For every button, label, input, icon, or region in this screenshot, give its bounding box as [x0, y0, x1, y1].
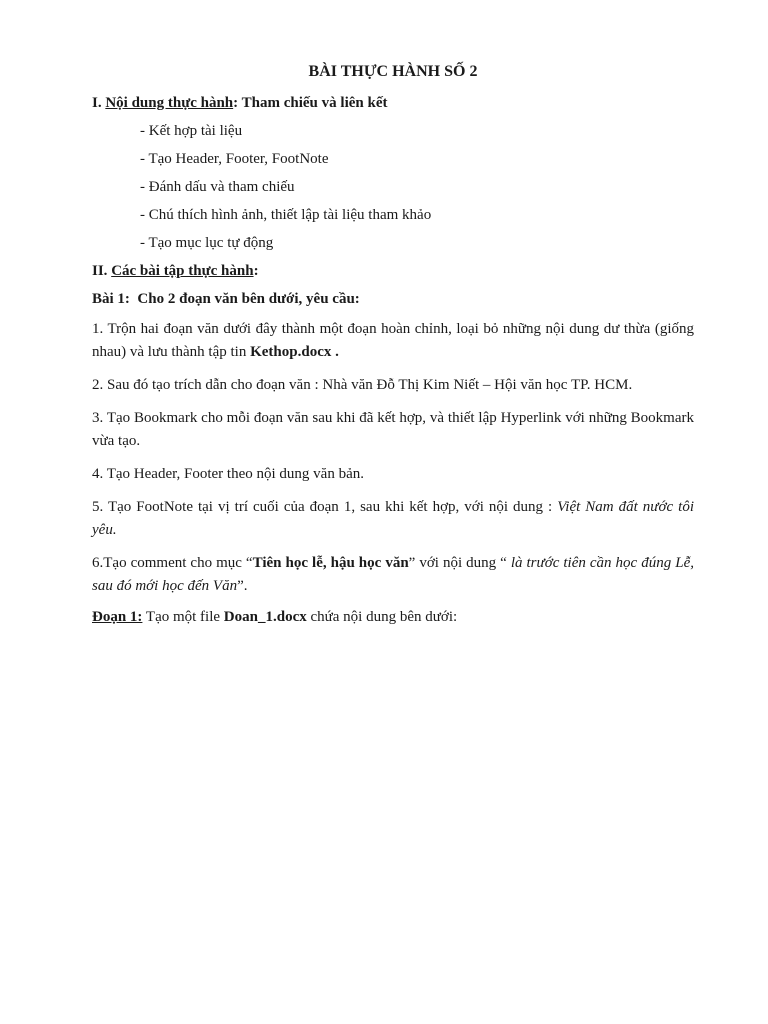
exercise-item-1	[92, 318, 694, 364]
exercise-1-heading	[92, 290, 694, 309]
exercise-1-label: Bài 1:	[92, 291, 130, 307]
item-6-comment-content: là trước tiên cần học đúng Lễ, sau đó mới học đến Văn	[92, 555, 694, 594]
paragraph-1-label: Đoạn 1:	[92, 609, 143, 625]
paragraph-1-text: Tạo một file	[142, 609, 224, 625]
bullet-item: - Kết hợp tài liệu	[140, 123, 243, 139]
item-1-text: 1. Trộn hai đoạn văn dưới đây thành một đoạn hoàn chỉnh, loại bỏ những nội dung dư thừa (giống nhau) và lưu thành tập tin	[92, 321, 694, 360]
exercise-item-4: 4. Tạo Header, Footer theo nội dung văn bản.	[92, 466, 364, 482]
item-6-end: ”.	[237, 578, 248, 594]
exercise-1-text: Cho 2 đoạn văn bên dưới, yêu cầu:	[129, 291, 360, 307]
section-2-title: Các bài tập thực hành	[111, 263, 254, 279]
section-1-title: Nội dung thực hành	[105, 95, 234, 111]
exercise-item-5	[92, 496, 694, 542]
exercise-item-3: 3. Tạo Bookmark cho mỗi đoạn văn sau khi đã kết hợp, và thiết lập Hyperlink với những Bookmark vừa tạo.	[92, 410, 694, 449]
item-1-filename: Kethop.docx .	[250, 344, 339, 360]
item-5-footnote-content: Việt Nam đất nước tôi yêu.	[92, 499, 694, 538]
document-page	[92, 62, 694, 636]
item-6-mid: ” với nội dung “	[408, 555, 511, 571]
section-1-subtitle: Tham chiếu và liên kết	[238, 95, 388, 111]
section-1-heading	[92, 94, 694, 113]
section-1-prefix: I.	[92, 95, 106, 111]
section-2-heading	[92, 262, 694, 281]
section-1-colon: :	[233, 95, 239, 111]
item-6-quote: Tiên học lễ, hậu học văn	[252, 555, 409, 571]
bullet-item: - Đánh dấu và tham chiếu	[140, 179, 295, 195]
exercise-item-6	[92, 552, 694, 598]
paragraph-1-filename: Doan_1.docx	[223, 609, 307, 625]
bullet-item: - Tạo mục lục tự động	[140, 235, 274, 251]
bullet-item: - Chú thích hình ảnh, thiết lập tài liệu tham khảo	[140, 207, 432, 223]
paragraph-1-text-end: chứa nội dung bên dưới:	[306, 609, 458, 625]
item-6-text: 6.Tạo comment cho mục “	[92, 555, 253, 571]
document-title: BÀI THỰC HÀNH SỐ 2	[308, 63, 478, 80]
bullet-item: - Tạo Header, Footer, FootNote	[140, 151, 329, 167]
section-2-prefix: II.	[92, 263, 112, 279]
paragraph-1-heading	[92, 608, 694, 627]
section-2-colon: :	[253, 263, 259, 279]
exercise-item-2: 2. Sau đó tạo trích dẫn cho đoạn văn : Nhà văn Đỗ Thị Kim Niết – Hội văn học TP. HCM.	[92, 377, 633, 393]
item-5-text: 5. Tạo FootNote tại vị trí cuối của đoạn 1, sau khi kết hợp, với nội dung :	[92, 499, 558, 515]
